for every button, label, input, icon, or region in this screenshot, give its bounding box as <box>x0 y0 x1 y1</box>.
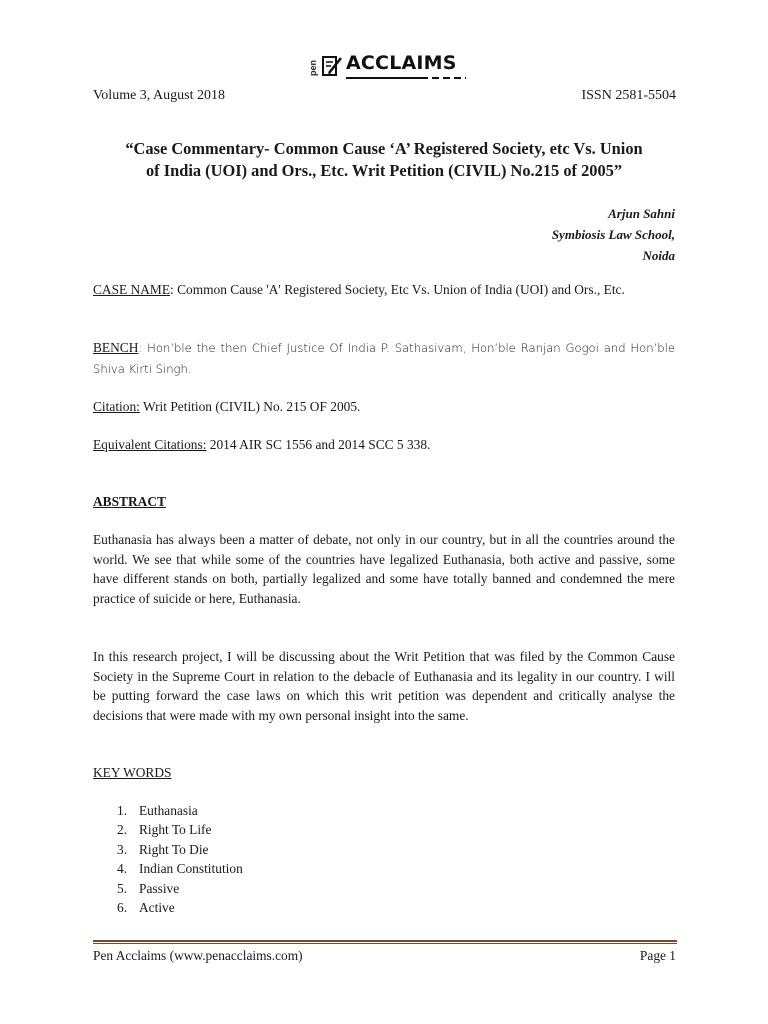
list-item-number: 4. <box>117 861 128 877</box>
abstract-heading-row <box>93 492 675 512</box>
list-item-text: Euthanasia <box>139 803 198 818</box>
page-number: Page 1 <box>639 948 676 963</box>
citation-text: Writ Petition (CIVIL) No. 215 OF 2005. <box>139 399 361 414</box>
equivalent-citations-label: Equivalent Citations: <box>93 437 207 452</box>
footer-rule-thick <box>93 940 677 942</box>
case-name-paragraph <box>93 280 675 300</box>
issn-label: ISSN 2581-5504 <box>581 88 676 103</box>
pen-acclaims-logo <box>308 50 460 82</box>
list-item-text: Right To Die <box>139 841 209 857</box>
logo-underline <box>346 77 428 79</box>
logo-dashes <box>432 77 466 79</box>
list-item-text: Right To Life <box>139 822 212 838</box>
title-line-2: of India (UOI) and Ors., Etc. Writ Petition (CIVIL) No.215 of 2005” <box>145 161 623 180</box>
keywords-heading: KEY WORDS <box>93 765 172 780</box>
list-item-number: 2. <box>117 822 128 838</box>
list-item-text: Active <box>139 900 175 916</box>
list-item <box>117 820 243 839</box>
bench-label: BENCH <box>93 340 139 355</box>
author-institution: Symbiosis Law School, <box>551 227 675 242</box>
list-item <box>117 879 243 898</box>
list-item <box>117 840 243 859</box>
author-city: Noida <box>642 248 675 263</box>
abstract-heading: ABSTRACT <box>93 494 166 509</box>
list-item-number: 5. <box>117 880 128 896</box>
equivalent-citations-paragraph <box>93 435 675 455</box>
running-footer <box>93 948 676 968</box>
abstract-paragraph-1: Euthanasia has always been a matter of debate, not only in our country, but in all the countries around the world. We see that while some of the countries have legalized Euthanasia, both active and passive, some have different stands on both, partially legalized and some have totally banned and condemned the mere practice of suicide or here, Euthanasia. <box>93 532 675 606</box>
case-name-text: : Common Cause 'A' Registered Society, Etc Vs. Union of India (UOI) and Ors., Etc. <box>170 282 625 297</box>
list-item <box>117 801 243 820</box>
list-item-number: 6. <box>117 900 128 916</box>
list-item-text: Indian Constitution <box>139 861 243 877</box>
equivalent-citations-text: 2014 AIR SC 1556 and 2014 SCC 5 338. <box>206 437 431 452</box>
article-title <box>80 138 688 182</box>
bench-text: : Hon’ble the then Chief Justice Of India P. Sathasivam, Hon’ble Ranjan Gogoi and Hon’ble Shiva Kirti Singh. <box>93 341 675 376</box>
citation-label: Citation: <box>93 399 140 414</box>
list-item-text: Passive <box>139 880 180 896</box>
title-line-1: “Case Commentary- Common Cause ‘A’ Registered Society, etc Vs. Union <box>125 139 643 158</box>
list-item <box>117 898 243 917</box>
citation-paragraph <box>93 397 675 417</box>
list-item-number: 1. <box>117 803 128 818</box>
author-name: Arjun Sahni <box>608 206 675 221</box>
keywords-list <box>117 801 243 917</box>
bench-paragraph <box>93 338 675 379</box>
volume-label: Volume 3, August 2018 <box>93 88 225 103</box>
pen-paper-icon <box>321 54 343 78</box>
author-block <box>552 203 675 266</box>
footer-site-label: Pen Acclaims (www.penacclaims.com) <box>93 948 303 963</box>
logo-brand-text: ACCLAIMS <box>346 52 457 74</box>
footer-rule-thin <box>93 943 677 944</box>
keywords-heading-row <box>93 763 675 783</box>
running-header <box>93 88 676 108</box>
case-name-label: CASE NAME <box>93 282 171 297</box>
list-item-number: 3. <box>117 841 128 857</box>
list-item <box>117 859 243 878</box>
abstract-paragraph-2: In this research project, I will be discussing about the Writ Petition that was filed by the Common Cause Society in the Supreme Court in relation to the debacle of Euthanasia and its legality in our country. I will be putting forward the case laws on which this writ petition was dependent and critically analyse the decisions that were made with my own personal insight into the same. <box>93 649 675 723</box>
logo-pen-label: pen <box>308 59 318 76</box>
